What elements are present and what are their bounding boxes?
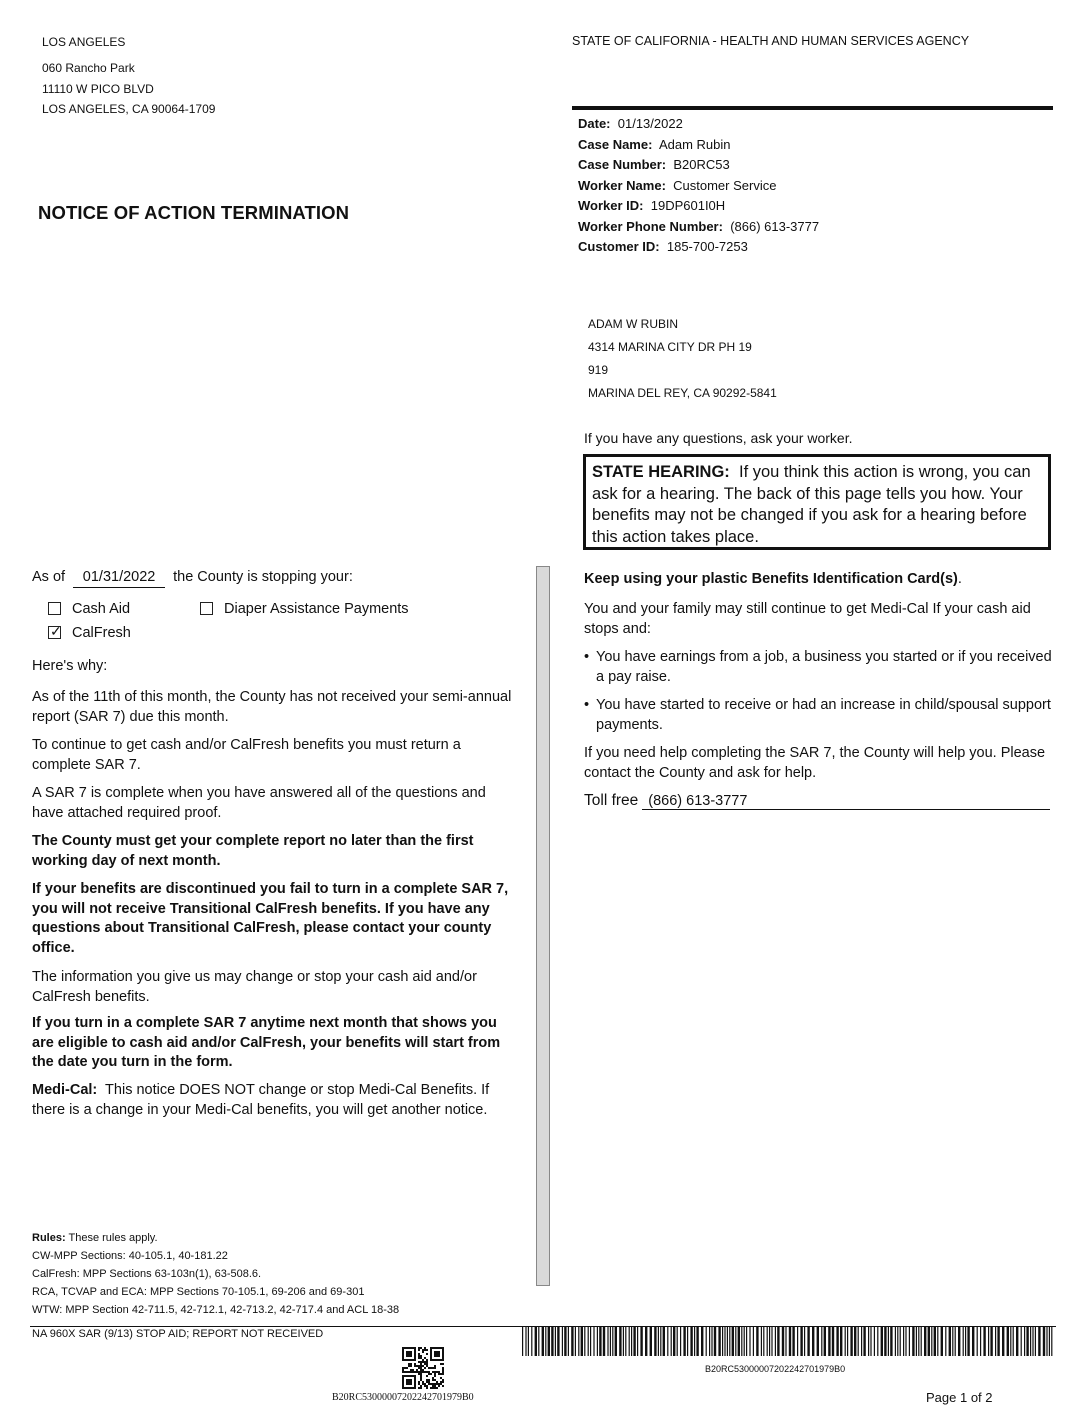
office-street: 11110 W PICO BLVD [42, 82, 154, 96]
paragraph-deadline: The County must get your complete report no later than the first working day of next month. [32, 833, 474, 869]
office-district: 060 Rancho Park [42, 61, 135, 75]
case-info-value: Adam Rubin [658, 136, 731, 152]
case-info-value: B20RC53 [673, 157, 730, 172]
rules-line: WTW: MPP Section 42-711.5, 42-712.1, 42-713.2, 42-717.4 and ACL 18-38 [32, 1304, 400, 1316]
paragraph-medi-cal [32, 1081, 514, 1120]
case-info-worker-id [578, 198, 725, 213]
office-city: LOS ANGELES, CA 90064-1709 [42, 102, 216, 116]
case-info-date [578, 116, 683, 131]
paragraph-information: The information you give us may change or stop your cash aid and/or CalFresh benefits. [32, 969, 477, 1005]
medi-cal-continue: You and your family may still continue to get Medi-Cal If your cash aid stops and: [584, 601, 1031, 637]
rules-line: RCA, TCVAP and ECA: MPP Sections 70-105.1, 69-206 and 69-301 [32, 1286, 365, 1298]
recipient-line2: 919 [588, 363, 609, 377]
stop-suffix: the County is stopping your: [173, 569, 353, 585]
benefits-card-period: . [957, 571, 962, 587]
qr-text: B20RC53000007202242701979B0 [332, 1392, 474, 1403]
case-info-label: Worker ID: [578, 198, 644, 213]
agency-header: STATE OF CALIFORNIA - HEALTH AND HUMAN SERVICES AGENCY [572, 34, 970, 48]
benefits-card-text: Keep using your plastic Benefits Identification Card(s) [584, 571, 958, 587]
rules-intro: These rules apply. [68, 1232, 158, 1244]
case-info-label: Customer ID: [578, 239, 660, 254]
page-number: Page 1 of 2 [926, 1390, 993, 1405]
case-info-label: Case Number: [578, 157, 667, 172]
benefits-card-note [584, 570, 1058, 590]
case-info-worker-phone [578, 219, 819, 234]
help-paragraph: If you need help completing the SAR 7, the County will help you. Please contact the County and ask for help. [584, 745, 1046, 781]
barcode-text: B20RC53000007202242701979B0 [705, 1364, 846, 1374]
paragraph-transitional: If your benefits are discontinued you fail to turn in a complete SAR 7, you will not receive Transitional CalFresh benefits. If you have any questions about Transitional CalFresh, please contact your county office. [32, 881, 509, 956]
option-label: CalFresh [72, 625, 131, 641]
stop-date-line [32, 569, 353, 588]
check-mark-icon: ✓ [50, 623, 62, 639]
barcode-icon [522, 1326, 1054, 1356]
bullet-earnings [584, 648, 1054, 687]
toll-free-number: (866) 613-3777 [642, 793, 1050, 810]
case-info-label: Worker Phone Number: [578, 218, 723, 234]
qr-code-icon [402, 1347, 444, 1389]
recipient-name: ADAM W RUBIN [588, 317, 678, 331]
recipient-line1: 4314 MARINA CITY DR PH 19 [588, 340, 752, 354]
paragraph-continue: To continue to get cash and/or CalFresh benefits you must return a complete SAR 7. [32, 737, 461, 773]
questions-text: If you have any questions, ask your worker. [584, 430, 853, 446]
case-info-value: 19DP601I0H [650, 198, 726, 213]
notice-title: NOTICE OF ACTION TERMINATION [38, 202, 350, 223]
column-divider [536, 566, 550, 1286]
case-info-value: 185-700-7253 [666, 239, 748, 254]
option-calfresh [48, 625, 131, 641]
case-info-case-number [578, 157, 730, 172]
heres-why: Here's why: [32, 658, 108, 674]
option-cash-aid [48, 601, 130, 617]
office-county: LOS ANGELES [42, 35, 126, 49]
toll-free-line [584, 792, 1050, 810]
case-info-value: (866) 613-3777 [730, 218, 820, 234]
paragraph-complete: A SAR 7 is complete when you have answered all of the questions and have attached required proof. [32, 785, 486, 821]
option-diaper-assistance [200, 601, 409, 617]
bullet-text: You have started to receive or had an increase in child/spousal support payments. [596, 697, 1051, 733]
case-info-worker-name [578, 178, 776, 193]
toll-free-label: Toll free [584, 792, 639, 809]
medi-cal-label: Medi-Cal: [32, 1082, 98, 1098]
case-info-label: Date: [578, 116, 611, 131]
case-info-customer-id [578, 239, 748, 254]
state-hearing-text: If you think this action is wrong, you can ask for a hearing. The back of this page tells you how. Your benefits may not be changed if you ask for a hearing before this action takes place. [592, 463, 1031, 546]
stop-date-field: 01/31/2022 [73, 569, 165, 588]
form-id: NA 960X SAR (9/13) STOP AID; REPORT NOT RECEIVED [32, 1328, 324, 1340]
state-hearing-label: STATE HEARING: [592, 463, 730, 481]
stop-prefix: As of [32, 569, 66, 585]
paragraph-not-received: As of the 11th of this month, the County has not received your semi-annual report (SAR 7) due this month. [32, 689, 512, 725]
paragraph-next-month: If you turn in a complete SAR 7 anytime next month that shows you are eligible to cash aid and/or CalFresh, your benefits will start from the date you turn in the form. [32, 1015, 501, 1070]
option-label: Cash Aid [72, 601, 131, 617]
rules-heading [32, 1231, 158, 1245]
bullet-text: You have earnings from a job, a business you started or if you received a pay raise. [596, 649, 1052, 685]
calfresh-checkbox [48, 623, 62, 639]
bullet-support [584, 696, 1054, 735]
case-info-label: Case Name: [578, 136, 653, 152]
bullet-icon: • [584, 649, 590, 665]
case-info-label: Worker Name: [578, 177, 666, 193]
cash-aid-checkbox [48, 602, 61, 615]
case-info-case-name [578, 137, 731, 152]
option-label: Diaper Assistance Payments [224, 601, 409, 617]
diaper-assistance-checkbox [200, 602, 213, 615]
rules-line: CW-MPP Sections: 40-105.1, 40-181.22 [32, 1250, 228, 1262]
state-hearing-box [583, 454, 1051, 550]
case-info-value: 01/13/2022 [617, 116, 683, 131]
bullet-icon: • [584, 697, 590, 713]
case-info-value: Customer Service [673, 177, 777, 193]
recipient-city: MARINA DEL REY, CA 90292-5841 [588, 386, 777, 400]
medi-cal-text: This notice DOES NOT change or stop Medi-Cal Benefits. If there is a change in your Medi-Cal benefits, you will get another notice. [32, 1082, 490, 1118]
rules-label: Rules: [32, 1232, 66, 1244]
header-rule [572, 106, 1053, 110]
rules-line: CalFresh: MPP Sections 63-103n(1), 63-508.6. [32, 1268, 262, 1280]
